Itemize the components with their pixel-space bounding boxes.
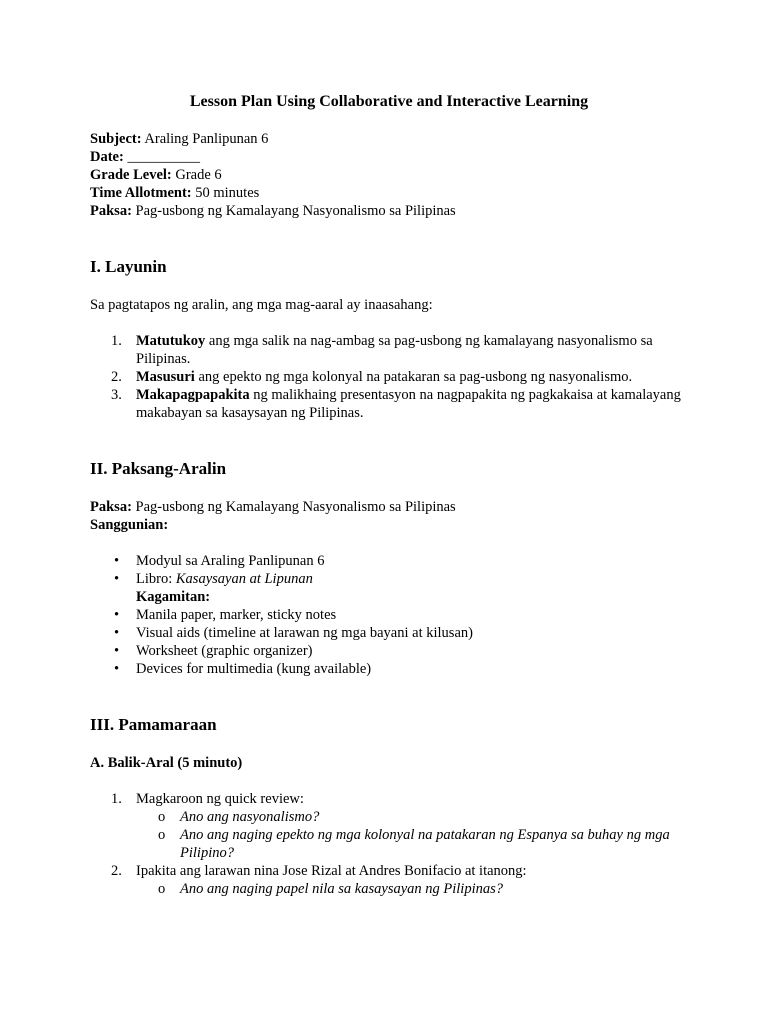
list-item-text: Magkaroon ng quick review: bbox=[136, 791, 304, 807]
bullet-icon: • bbox=[114, 571, 120, 587]
meta-paksa bbox=[90, 202, 688, 220]
question-item bbox=[136, 880, 688, 898]
section-heading-pamamaraan: III. Pamamaraan bbox=[90, 715, 217, 734]
meta-label: Time Allotment: bbox=[90, 185, 192, 201]
list-item-text: Ipakita ang larawan nina Jose Rizal at Andres Bonifacio at itanong: bbox=[136, 863, 527, 879]
list-number: 2. bbox=[111, 863, 122, 879]
meta-label: Paksa: bbox=[90, 203, 132, 219]
section-heading-paksang-aralin: II. Paksang-Aralin bbox=[90, 459, 227, 478]
list-item-text: ang mga salik na nag-ambag sa pag-usbong ng kamalayang nasyonalismo sa Pilipinas. bbox=[136, 333, 653, 367]
list-item bbox=[90, 660, 688, 678]
list-item bbox=[90, 368, 688, 386]
list-item-verb: Masusuri bbox=[136, 369, 195, 385]
meta-label: Date: bbox=[90, 149, 124, 165]
meta-block bbox=[90, 130, 688, 220]
list-item bbox=[90, 606, 688, 624]
list-item-text: Modyul sa Araling Panlipunan 6 bbox=[136, 553, 325, 569]
circle-bullet-icon: o bbox=[158, 827, 166, 843]
resources-list bbox=[90, 552, 688, 588]
list-item bbox=[90, 790, 688, 862]
materials-list bbox=[90, 606, 688, 678]
list-item bbox=[90, 642, 688, 660]
paksa-label: Paksa: bbox=[90, 499, 132, 515]
list-item-text: Visual aids (timeline at larawan ng mga bayani at kilusan) bbox=[136, 625, 473, 641]
list-number: 1. bbox=[111, 791, 122, 807]
question-text: Ano ang nasyonalismo? bbox=[180, 809, 320, 825]
list-item bbox=[90, 862, 688, 898]
meta-subject bbox=[90, 130, 688, 148]
paksa-line bbox=[90, 498, 688, 516]
layunin-intro: Sa pagtatapos ng aralin, ang mga mag-aaral ay inaasahang: bbox=[90, 297, 433, 313]
list-number: 3. bbox=[111, 387, 122, 403]
subsection-heading-balik-aral: A. Balik-Aral (5 minuto) bbox=[90, 755, 243, 771]
meta-value: Grade 6 bbox=[175, 167, 222, 183]
list-number: 2. bbox=[111, 369, 122, 385]
meta-value: 50 minutes bbox=[195, 185, 260, 201]
sanggunian-label bbox=[90, 516, 688, 534]
question-item bbox=[136, 808, 688, 826]
list-item bbox=[90, 332, 688, 368]
meta-time-allotment bbox=[90, 184, 688, 202]
meta-value: Araling Panlipunan 6 bbox=[144, 131, 269, 147]
question-list bbox=[136, 880, 688, 898]
bullet-icon: • bbox=[114, 553, 120, 569]
question-text: Ano ang naging epekto ng mga kolonyal na patakaran ng Espanya sa buhay ng mga Pilipino? bbox=[180, 827, 670, 861]
list-number: 1. bbox=[111, 333, 122, 349]
list-item-text: Manila paper, marker, sticky notes bbox=[136, 607, 337, 623]
bullet-icon: • bbox=[114, 625, 120, 641]
list-item-verb: Matutukoy bbox=[136, 333, 206, 349]
list-item-verb: Makapagpapakita bbox=[136, 387, 250, 403]
meta-label: Grade Level: bbox=[90, 167, 172, 183]
circle-bullet-icon: o bbox=[158, 881, 166, 897]
question-text: Ano ang naging papel nila sa kasaysayan ng Pilipinas? bbox=[180, 881, 504, 897]
circle-bullet-icon: o bbox=[158, 809, 166, 825]
meta-grade-level bbox=[90, 166, 688, 184]
list-item bbox=[90, 570, 688, 588]
list-item-text: Worksheet (graphic organizer) bbox=[136, 643, 313, 659]
section-heading-layunin: I. Layunin bbox=[90, 257, 167, 276]
list-item bbox=[90, 624, 688, 642]
list-item-text: ang epekto ng mga kolonyal na patakaran sa pag-usbong ng nasyonalismo. bbox=[194, 369, 633, 385]
bullet-icon: • bbox=[114, 607, 120, 623]
balik-aral-steps bbox=[90, 790, 688, 898]
question-list bbox=[136, 808, 688, 862]
bullet-icon: • bbox=[114, 643, 120, 659]
list-item-text: Libro: bbox=[136, 571, 176, 587]
list-item bbox=[90, 552, 688, 570]
meta-label: Subject: bbox=[90, 131, 142, 147]
document-title: Lesson Plan Using Collaborative and Interactive Learning bbox=[189, 93, 589, 110]
layunin-list bbox=[90, 332, 688, 422]
list-item-text: Devices for multimedia (kung available) bbox=[136, 661, 372, 677]
meta-date bbox=[90, 148, 688, 166]
bullet-icon: • bbox=[114, 661, 120, 677]
list-item-text: ng malikhaing presentasyon na nagpapakita ng pagkakaisa at kamalayang makabayan sa kasaysayan ng Pilipinas. bbox=[136, 387, 681, 421]
sanggunian-label-text: Sanggunian: bbox=[90, 517, 169, 533]
book-title: Kasaysayan at Lipunan bbox=[175, 571, 313, 587]
meta-value: __________ bbox=[127, 149, 200, 165]
question-item bbox=[136, 826, 688, 862]
meta-value: Pag-usbong ng Kamalayang Nasyonalismo sa Pilipinas bbox=[135, 203, 456, 219]
kagamitan-label: Kagamitan: bbox=[136, 589, 211, 605]
paksa-value: Pag-usbong ng Kamalayang Nasyonalismo sa Pilipinas bbox=[135, 499, 456, 515]
list-item bbox=[90, 386, 688, 422]
